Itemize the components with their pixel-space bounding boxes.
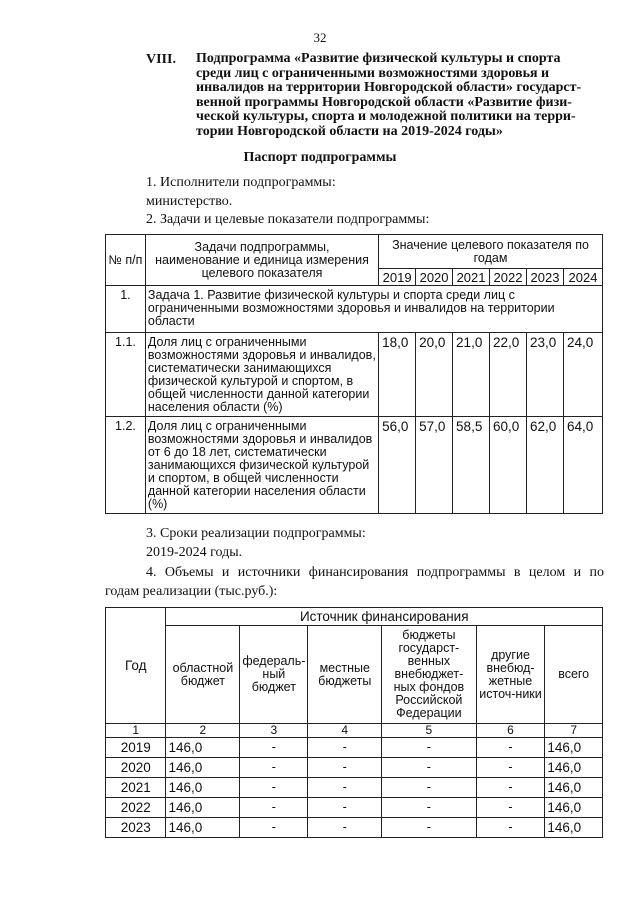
cell: - <box>476 738 545 758</box>
column-number: 2 <box>166 724 240 738</box>
year-header: 2024 <box>563 269 602 286</box>
column-header: федераль-ный бюджет <box>240 626 308 724</box>
column-number: 5 <box>382 724 477 738</box>
item1-value: министерство. <box>146 194 233 209</box>
item1-label: 1. Исполнители подпрограммы: <box>146 175 336 190</box>
cell: - <box>382 758 477 778</box>
row-value: 18,0 <box>379 333 416 417</box>
cell: 146,0 <box>166 798 240 818</box>
cell: - <box>240 798 308 818</box>
cell: - <box>476 758 545 778</box>
cell: - <box>476 798 545 818</box>
row-value: 64,0 <box>563 417 602 514</box>
cell: 146,0 <box>545 798 603 818</box>
cell: 146,0 <box>166 738 240 758</box>
item4-line1: 4. Объемы и источники финансирования подпрограммы в целом и по <box>146 565 604 580</box>
section-numeral: VIII. <box>146 52 176 67</box>
cell: - <box>308 758 382 778</box>
header-value: Значение целевого показателя по годам <box>379 235 603 269</box>
year-header: 2020 <box>416 269 453 286</box>
cell: 146,0 <box>545 738 603 758</box>
row-value: 24,0 <box>563 333 602 417</box>
column-number: 7 <box>545 724 603 738</box>
cell: - <box>240 738 308 758</box>
column-header: другие внебюд-жетные источ-ники <box>476 626 545 724</box>
table-row <box>106 333 603 417</box>
cell: - <box>382 738 477 758</box>
cell: - <box>308 778 382 798</box>
row-value: 57,0 <box>416 417 453 514</box>
row-value: 56,0 <box>379 417 416 514</box>
cell: - <box>308 818 382 838</box>
item4-line2: годам реализации (тыс.руб.): <box>105 584 278 599</box>
cell: 146,0 <box>545 758 603 778</box>
column-number: 3 <box>240 724 308 738</box>
item3-value: 2019-2024 годы. <box>146 545 243 560</box>
cell: 146,0 <box>545 778 603 798</box>
row-year: 2020 <box>106 758 166 778</box>
cell: 146,0 <box>166 758 240 778</box>
row-text: Задача 1. Развитие физической культуры и спорта среди лиц с ограниченными возможностями здоровья и инвалидов на территории области <box>145 286 602 333</box>
column-header: бюджеты государст-венных внебюджет-ных фондов Российской Федерации <box>382 626 477 724</box>
column-header: всего <box>545 626 603 724</box>
column-header: местные бюджеты <box>308 626 382 724</box>
section-title-line: Подпрограмма «Развитие физической культуры и спорта <box>196 51 561 66</box>
table-row <box>106 286 603 333</box>
row-num: 1.2. <box>106 417 146 514</box>
section-title-line: среди лиц с ограниченными возможностями здоровья и <box>196 65 550 81</box>
row-text: Доля лиц с ограниченными возможностями здоровья и инвалидов, систематически занимающихся физической культурой и спортом, в общей численности данной категории населения области (%) <box>145 333 378 417</box>
page-number: 32 <box>313 30 327 45</box>
column-number: 1 <box>106 724 166 738</box>
cell: - <box>382 798 477 818</box>
table-row <box>106 818 603 838</box>
cell: 146,0 <box>545 818 603 838</box>
row-value: 62,0 <box>526 417 563 514</box>
row-year: 2023 <box>106 818 166 838</box>
row-num: 1.1. <box>106 333 146 417</box>
financing-table <box>105 607 603 838</box>
cell: - <box>382 778 477 798</box>
item2-label: 2. Задачи и целевые показатели подпрограммы: <box>146 212 430 227</box>
table-row <box>106 758 603 778</box>
table-row <box>106 778 603 798</box>
year-header: 2023 <box>526 269 563 286</box>
cell: - <box>240 818 308 838</box>
cell: - <box>308 738 382 758</box>
table-row <box>106 798 603 818</box>
row-value: 22,0 <box>490 333 527 417</box>
header-num: № п/п <box>106 235 146 286</box>
row-value: 60,0 <box>490 417 527 514</box>
cell: - <box>476 778 545 798</box>
cell: - <box>476 818 545 838</box>
row-text: Доля лиц с ограниченными возможностями здоровья и инвалидов от 6 до 18 лет, систематически занимающихся физической культурой и спортом, в общей численности данной категории населения области (%) <box>145 417 378 514</box>
cell: - <box>308 798 382 818</box>
cell: - <box>240 778 308 798</box>
cell: 146,0 <box>166 818 240 838</box>
section-title-line: венной программы Новгородской области «Развитие физи- <box>196 94 572 110</box>
year-header: 2019 <box>379 269 416 286</box>
header-task: Задачи подпрограммы, наименование и единица измерения целевого показателя <box>145 235 378 286</box>
cell: - <box>382 818 477 838</box>
section-title-line: ческой культуры, спорта и молодежной политики на терри- <box>196 109 576 125</box>
table-row <box>106 417 603 514</box>
cell: 146,0 <box>166 778 240 798</box>
row-num: 1. <box>106 286 146 333</box>
row-value: 21,0 <box>453 333 490 417</box>
row-year: 2021 <box>106 778 166 798</box>
table-row <box>106 738 603 758</box>
column-number: 4 <box>308 724 382 738</box>
column-header: областной бюджет <box>166 626 240 724</box>
year-header: 2022 <box>490 269 527 286</box>
passport-title: Паспорт подпрограммы <box>243 150 397 165</box>
indicators-table <box>105 234 603 514</box>
item3-label: 3. Сроки реализации подпрограммы: <box>146 526 366 541</box>
row-value: 20,0 <box>416 333 453 417</box>
column-number: 6 <box>476 724 545 738</box>
section-title <box>196 52 606 140</box>
section-title-line: инвалидов на территории Новгородской области» государст- <box>196 80 582 96</box>
header-year: Год <box>106 608 166 724</box>
year-header: 2021 <box>453 269 490 286</box>
row-value: 58,5 <box>453 417 490 514</box>
row-year: 2022 <box>106 798 166 818</box>
section-title-line: тории Новгородской области на 2019-2024 годы» <box>196 123 503 139</box>
row-value: 23,0 <box>526 333 563 417</box>
header-source: Источник финансирования <box>166 608 603 626</box>
cell: - <box>240 758 308 778</box>
row-year: 2019 <box>106 738 166 758</box>
